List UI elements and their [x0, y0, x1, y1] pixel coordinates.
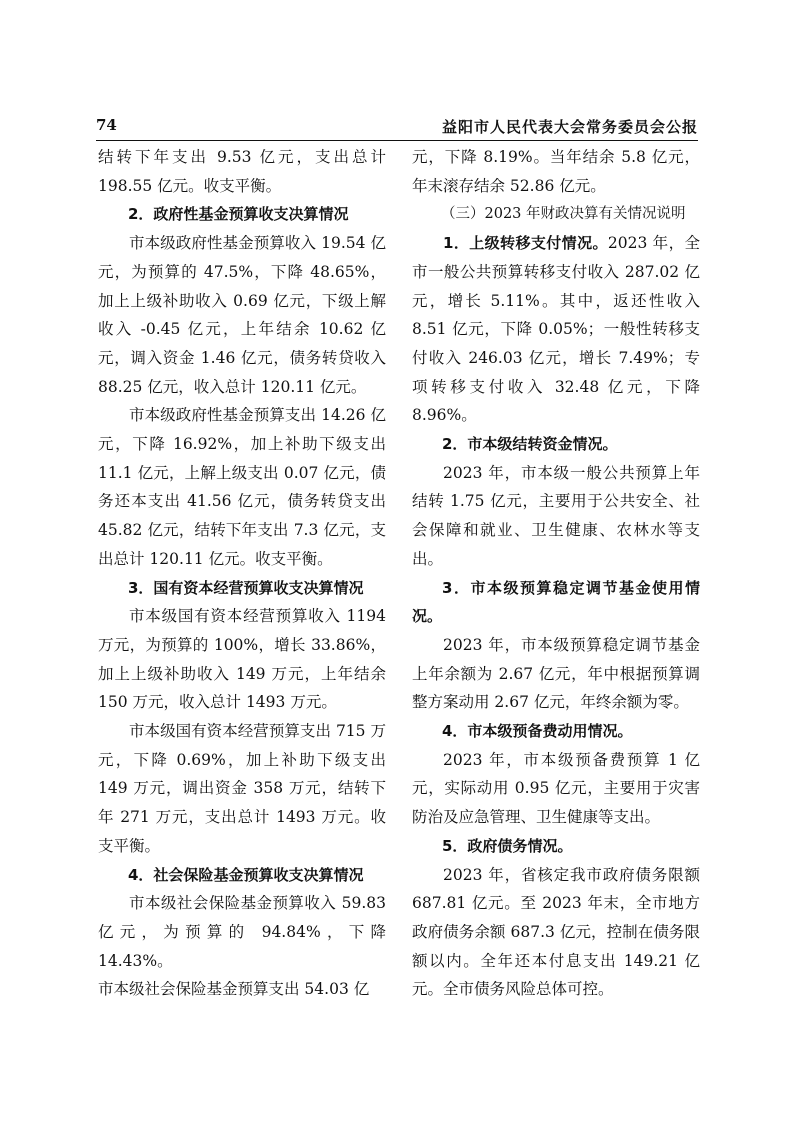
paragraph: 市本级政府性基金预算收入 19.54 亿元，为预算的 47.5%，下降 48.65%，加上上级补助收入 0.69 亿元，下级上解收入 -0.45 亿元，上年结余 10.62 亿元，调入资金 1.46 亿元，债务转贷收入 88.25 亿元，收入总计 120.11 亿元。	[98, 234, 386, 396]
section-heading: 4．市本级预备费动用情况。	[442, 722, 633, 741]
paragraph: 2023 年，市本级预算稳定调节基金上年余额为 2.67 亿元，年中根据预算调整方案动用 2.67 亿元，年终余额为零。	[412, 635, 700, 712]
page-header	[96, 116, 698, 140]
section-heading: 2．政府性基金预算收支决算情况	[128, 205, 349, 224]
paragraph: 市本级社会保险基金预算收入 59.83 亿元，为预算的 94.84%，下降 14.43%。	[98, 894, 386, 970]
paragraph	[412, 229, 700, 430]
journal-title: 益阳市人民代表大会常务委员会公报	[441, 118, 698, 136]
paragraph: 市本级国有资本经营预算收入 1194 万元，为预算的 100%，增长 33.86%，加上上级补助收入 149 万元，上年结余 150 万元，收入总计 1493 万元。	[98, 607, 386, 712]
header-rule	[96, 140, 698, 141]
page-number: 74	[96, 116, 117, 134]
paragraph: 2023 年，市本级一般公共预算上年结转 1.75 亿元，主要用于公共安全、社会保障和就业、卫生健康、农林水等支出。	[412, 463, 700, 568]
paragraph: 2023 年，市本级预备费预算 1 亿元，实际动用 0.95 亿元，主要用于灾害防治及应急管理、卫生健康等支出。	[412, 750, 700, 827]
paragraph: 2023 年，省核定我市政府债务限额 687.81 亿元。至 2023 年末，全市地方政府债务余额 687.3 亿元，控制在债务限额以内。全年还本付息支出 149.21 亿元。全市债务风险总体可控。	[412, 865, 700, 999]
section-heading: 3．市本级预算稳定调节基金使用情况。	[412, 578, 700, 626]
subsection-heading: （三）2023 年财政决算有关情况说明	[441, 206, 686, 223]
paragraph-text: 2023 年，全市一般公共预算转移支付收入 287.02 亿元，增长 5.11%。其中，返还性收入 8.51 亿元，下降 0.05%；一般性转移支付收入 246.03 亿元，增长 7.49%；专项转移支付收入 32.48 亿元，下降 8.96%。	[412, 234, 700, 425]
paragraph: 市本级国有资本经营预算支出 715 万元，下降 0.69%，加上补助下级支出 149 万元，调出资金 358 万元，结转下年 271 万元，支出总计 1493 万元。收支平衡。	[98, 722, 386, 855]
paragraph: 结转下年支出 9.53 亿元，支出总计 198.55 亿元。收支平衡。	[98, 148, 386, 195]
paragraph: 元，下降 8.19%。当年结余 5.8 亿元，年末滚存结余 52.86 亿元。	[412, 148, 700, 195]
section-heading: 5．政府债务情况。	[442, 836, 573, 855]
section-heading: 2．市本级结转资金情况。	[442, 435, 618, 454]
left-column	[98, 143, 386, 1004]
section-heading: 4．社会保险基金预算收支决算情况	[128, 865, 364, 884]
section-heading: 1．上级转移支付情况。	[443, 234, 608, 253]
right-column	[412, 143, 700, 1004]
paragraph: 市本级社会保险基金预算支出 54.03 亿	[98, 980, 370, 999]
section-heading: 3．国有资本经营预算收支决算情况	[128, 578, 364, 597]
paragraph: 市本级政府性基金预算支出 14.26 亿元，下降 16.92%，加上补助下级支出 11.1 亿元，上解上级支出 0.07 亿元，债务还本支出 41.56 亿元，债务转贷支出 45.82 亿元，结转下年支出 7.3 亿元，支出总计 120.11 亿元。收支平衡。	[98, 406, 386, 568]
